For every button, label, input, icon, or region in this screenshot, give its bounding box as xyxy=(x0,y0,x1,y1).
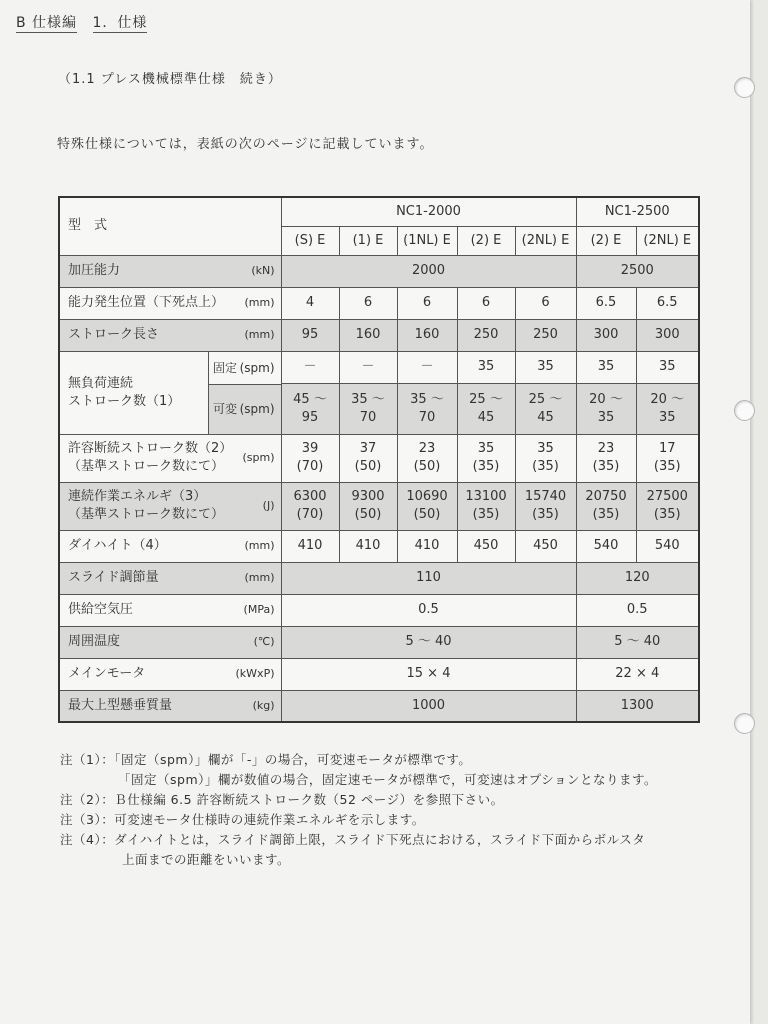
table-cell: 2500 xyxy=(576,255,699,287)
table-cell: 2000 xyxy=(281,255,576,287)
table-row xyxy=(59,287,699,319)
table-cell: － xyxy=(397,351,457,383)
table-cell: 45 ～ 95 xyxy=(281,383,339,434)
footnote: 上面までの距離をいいます。 xyxy=(122,852,291,867)
table-cell: 250 xyxy=(515,319,576,351)
variant-header: (1NL) E xyxy=(397,226,457,255)
table-cell: 450 xyxy=(457,530,515,562)
footnote: 注（4）：ダイハイトとは，スライド調節上限，スライド下死点における，スライド下面からボルスタ xyxy=(60,832,646,847)
variant-header: (1) E xyxy=(339,226,397,255)
footnotes xyxy=(60,750,657,870)
table-cell: 35 xyxy=(576,351,636,383)
table-cell: 9300 (50) xyxy=(339,482,397,530)
row-label: 無負荷連続 ストローク数（1） 固定 (spm) 可変 (spm) xyxy=(59,351,281,434)
table-cell: 20750 (35) xyxy=(576,482,636,530)
table-row xyxy=(59,690,699,722)
table-row xyxy=(59,434,699,482)
table-cell: 35 (35) xyxy=(457,434,515,482)
row-label: スライド調節量 (mm) xyxy=(59,562,281,594)
table-cell: 20 ～ 35 xyxy=(636,383,699,434)
table-cell: 410 xyxy=(281,530,339,562)
table-cell: 410 xyxy=(339,530,397,562)
variant-header: (2) E xyxy=(576,226,636,255)
table-cell: 6 xyxy=(515,287,576,319)
table-cell: 15 × 4 xyxy=(281,658,576,690)
table-cell: 35 xyxy=(515,351,576,383)
table-cell: 160 xyxy=(339,319,397,351)
row-label: 許容断続ストローク数（2） （基準ストローク数にて） (spm) xyxy=(59,434,281,482)
table-cell: 27500 (35) xyxy=(636,482,699,530)
table-cell: 0.5 xyxy=(576,594,699,626)
table-cell: 23 (35) xyxy=(576,434,636,482)
row-label: 加圧能力 (kN) xyxy=(59,255,281,287)
subtitle: （1.1 プレス機械標準仕様 続き） xyxy=(58,72,282,87)
footnote: 注（2）：Ｂ仕様編 6.5 許容断続ストローク数（52 ページ）を参照下さい。 xyxy=(60,792,504,807)
model-a-header: NC1-2000 xyxy=(281,197,576,226)
table-cell: 6 xyxy=(397,287,457,319)
table-cell: 0.5 xyxy=(281,594,576,626)
table-cell: 25 ～ 45 xyxy=(515,383,576,434)
table-cell: 300 xyxy=(576,319,636,351)
table-cell: 540 xyxy=(636,530,699,562)
table-cell: － xyxy=(339,351,397,383)
table-cell: 5 ～ 40 xyxy=(576,626,699,658)
table-cell: 540 xyxy=(576,530,636,562)
spec-table xyxy=(58,196,700,723)
variant-header: (2) E xyxy=(457,226,515,255)
row-label: 最大上型懸垂質量 (kg) xyxy=(59,690,281,722)
type-header: 型 式 xyxy=(59,197,281,255)
table-cell: 20 ～ 35 xyxy=(576,383,636,434)
section-title: B 仕様編 xyxy=(16,15,78,31)
table-cell: 5 ～ 40 xyxy=(281,626,576,658)
variant-header: (S) E xyxy=(281,226,339,255)
table-cell: 35 xyxy=(636,351,699,383)
table-row xyxy=(59,351,699,383)
table-cell: 39 (70) xyxy=(281,434,339,482)
table-cell: 35 ～ 70 xyxy=(339,383,397,434)
model-b-header: NC1-2500 xyxy=(576,197,699,226)
table-cell: 300 xyxy=(636,319,699,351)
table-cell: 25 ～ 45 xyxy=(457,383,515,434)
table-cell: － xyxy=(281,351,339,383)
table-row xyxy=(59,482,699,530)
table-cell: 6.5 xyxy=(636,287,699,319)
table-cell: 120 xyxy=(576,562,699,594)
table-row xyxy=(59,562,699,594)
binder-hole xyxy=(734,400,755,421)
table-cell: 37 (50) xyxy=(339,434,397,482)
table-cell: 35 (35) xyxy=(515,434,576,482)
footnote: 注（3）：可変速モータ仕様時の連続作業エネルギを示します。 xyxy=(60,812,425,827)
row-label: 供給空気圧 (MPa) xyxy=(59,594,281,626)
table-cell: 6 xyxy=(339,287,397,319)
table-cell: 1000 xyxy=(281,690,576,722)
row-label: 周囲温度 (℃) xyxy=(59,626,281,658)
table-cell: 160 xyxy=(397,319,457,351)
table-cell: 1300 xyxy=(576,690,699,722)
chapter-title: 1．仕様 xyxy=(92,15,148,31)
table-cell: 23 (50) xyxy=(397,434,457,482)
footnote: 「固定（spm）」欄が数値の場合，固定速モータが標準で，可変速はオプションとなります。 xyxy=(118,772,658,787)
footnote: 注（1）：「固定（spm）」欄が「-」の場合，可変速モータが標準です。 xyxy=(60,752,472,767)
row-label: ストローク長さ (mm) xyxy=(59,319,281,351)
variant-header: (2NL) E xyxy=(515,226,576,255)
table-cell: 250 xyxy=(457,319,515,351)
table-row xyxy=(59,530,699,562)
binder-hole xyxy=(734,713,755,734)
table-row xyxy=(59,658,699,690)
table-row xyxy=(59,255,699,287)
row-label: 能力発生位置（下死点上） (mm) xyxy=(59,287,281,319)
table-row xyxy=(59,594,699,626)
variant-header: (2NL) E xyxy=(636,226,699,255)
table-cell: 13100 (35) xyxy=(457,482,515,530)
table-cell: 35 ～ 70 xyxy=(397,383,457,434)
table-cell: 450 xyxy=(515,530,576,562)
table-row xyxy=(59,626,699,658)
binder-hole xyxy=(734,77,755,98)
table-cell: 6 xyxy=(457,287,515,319)
table-cell: 10690 (50) xyxy=(397,482,457,530)
table-cell: 15740 (35) xyxy=(515,482,576,530)
table-cell: 110 xyxy=(281,562,576,594)
row-label: 連続作業エネルギ（3） （基準ストローク数にて） (J) xyxy=(59,482,281,530)
table-cell: 6.5 xyxy=(576,287,636,319)
table-cell: 35 xyxy=(457,351,515,383)
table-cell: 4 xyxy=(281,287,339,319)
row-label: ダイハイト（4） (mm) xyxy=(59,530,281,562)
table-cell: 17 (35) xyxy=(636,434,699,482)
table-cell: 95 xyxy=(281,319,339,351)
page-header xyxy=(16,12,157,32)
table-cell: 22 × 4 xyxy=(576,658,699,690)
intro-text: 特殊仕様については，表紙の次のページに記載しています。 xyxy=(57,137,434,152)
table-row xyxy=(59,319,699,351)
row-label: メインモータ (kWxP) xyxy=(59,658,281,690)
table-cell: 6300 (70) xyxy=(281,482,339,530)
table-cell: 410 xyxy=(397,530,457,562)
